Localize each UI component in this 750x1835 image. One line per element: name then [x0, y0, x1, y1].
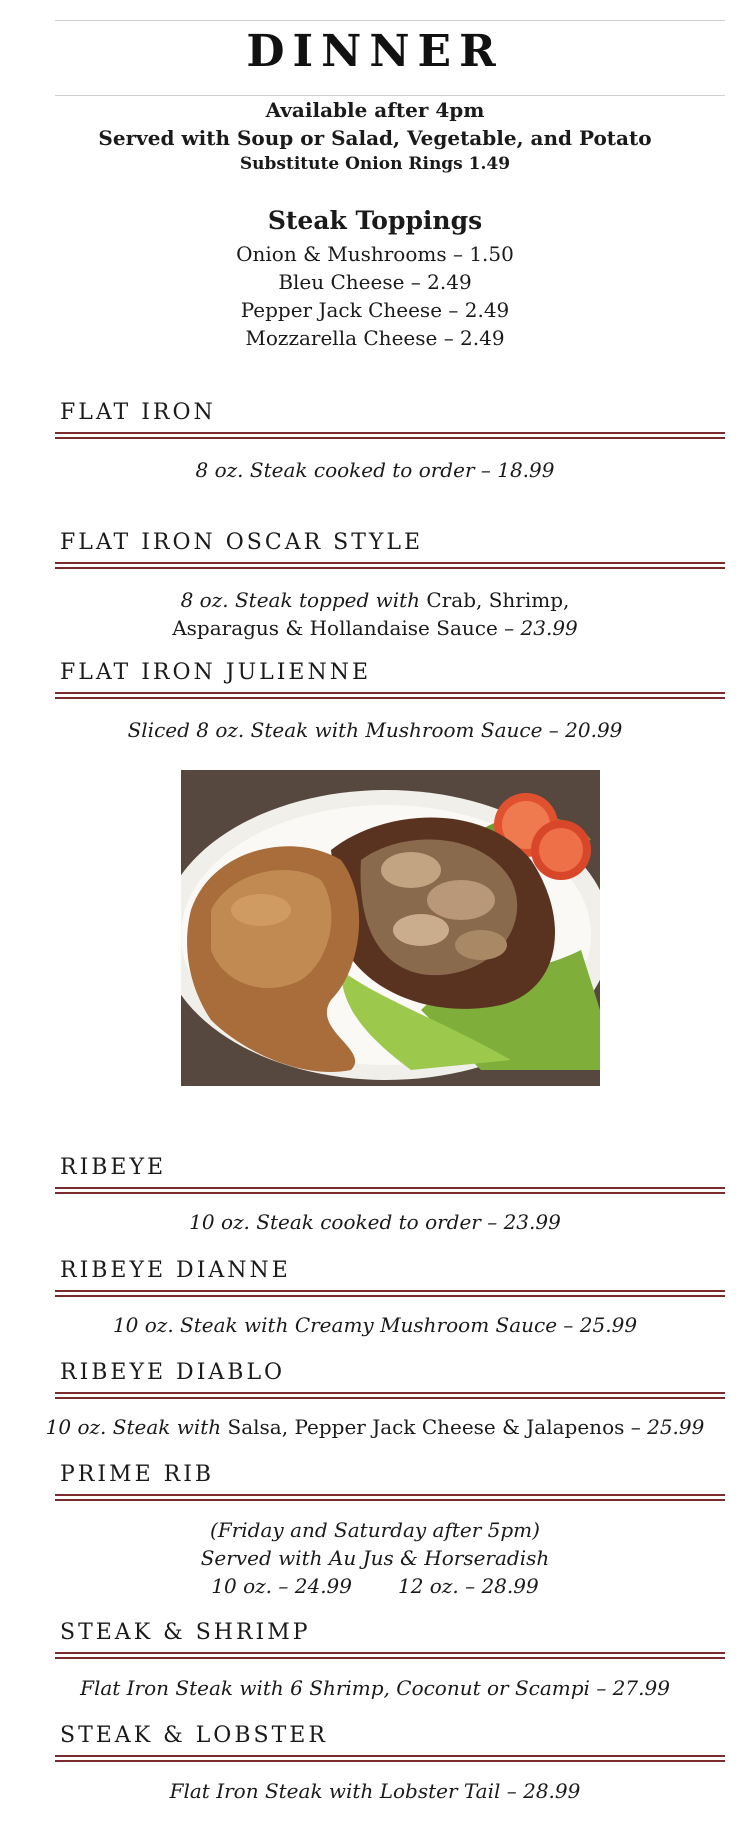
diablo-price: 25.99	[647, 1415, 705, 1439]
section-title-ribeye: RIBEYE	[60, 1155, 167, 1180]
section-title-flat-iron-oscar: FLAT IRON OSCAR STYLE	[60, 530, 424, 555]
topping-item: Onion & Mushrooms – 1.50	[236, 242, 514, 266]
availability-text: Available after 4pm	[265, 98, 485, 122]
section-divider	[55, 1494, 725, 1501]
oscar-description-line1	[0, 588, 750, 612]
steak-dish-photo	[181, 770, 600, 1086]
section-title-steak-shrimp: STEAK & SHRIMP	[60, 1620, 311, 1645]
section-divider	[55, 1755, 725, 1762]
title-divider	[55, 95, 725, 96]
section-divider	[55, 1290, 725, 1297]
section-title-flat-iron-julienne: FLAT IRON JULIENNE	[60, 660, 372, 685]
section-title-prime-rib: PRIME RIB	[60, 1462, 215, 1487]
section-divider	[55, 1187, 725, 1194]
substitute-text: Substitute Onion Rings 1.49	[239, 154, 511, 174]
section-divider	[55, 692, 725, 699]
toppings-heading: Steak Toppings	[267, 206, 483, 235]
topping-item: Pepper Jack Cheese – 2.49	[240, 298, 510, 322]
section-title-flat-iron: FLAT IRON	[60, 400, 216, 425]
section-title-ribeye-dianne: RIBEYE DIANNE	[60, 1258, 291, 1283]
topping-item: Bleu Cheese – 2.49	[278, 270, 472, 294]
prime-rib-prices	[0, 1574, 750, 1598]
top-divider	[55, 20, 725, 21]
ribeye-diablo-description	[0, 1415, 750, 1439]
page-title: DINNER	[246, 26, 504, 77]
prime-rib-price-12oz: 12 oz. – 28.99	[398, 1574, 539, 1598]
prime-rib-served-with: Served with Au Jus & Horseradish	[200, 1546, 550, 1570]
section-title-steak-lobster: STEAK & LOBSTER	[60, 1723, 328, 1748]
section-title-ribeye-diablo: RIBEYE DIABLO	[60, 1360, 286, 1385]
steak-lobster-description: Flat Iron Steak with Lobster Tail – 28.99	[169, 1779, 581, 1803]
section-divider	[55, 1652, 725, 1659]
section-divider	[55, 1392, 725, 1399]
steak-shrimp-description: Flat Iron Steak with 6 Shrimp, Coconut or Scampi – 27.99	[80, 1676, 670, 1700]
diablo-desc-italic: 10 oz. Steak with	[45, 1415, 222, 1439]
steak-dish-illustration	[181, 770, 600, 1086]
julienne-description: Sliced 8 oz. Steak with Mushroom Sauce – 20.99	[127, 718, 623, 742]
diablo-desc-upright: Salsa, Pepper Jack Cheese & Jalapenos –	[227, 1415, 641, 1439]
prime-rib-availability: (Friday and Saturday after 5pm)	[210, 1518, 540, 1542]
oscar-desc-italic: 8 oz. Steak topped with	[180, 588, 421, 612]
topping-item: Mozzarella Cheese – 2.49	[245, 326, 505, 350]
served-with-text: Served with Soup or Salad, Vegetable, and Potato	[98, 126, 652, 150]
oscar-desc-upright: Crab, Shrimp,	[426, 588, 570, 612]
section-divider	[55, 432, 725, 439]
ribeye-dianne-description: 10 oz. Steak with Creamy Mushroom Sauce – 25.99	[112, 1313, 638, 1337]
flat-iron-description: 8 oz. Steak cooked to order – 18.99	[195, 458, 555, 482]
prime-rib-price-10oz: 10 oz. – 24.99	[211, 1574, 352, 1598]
oscar-desc-upright: Asparagus & Hollandaise Sauce –	[172, 616, 515, 640]
oscar-price: 23.99	[520, 616, 578, 640]
oscar-description-line2	[0, 616, 750, 640]
section-divider	[55, 562, 725, 569]
ribeye-description: 10 oz. Steak cooked to order – 23.99	[189, 1210, 561, 1234]
